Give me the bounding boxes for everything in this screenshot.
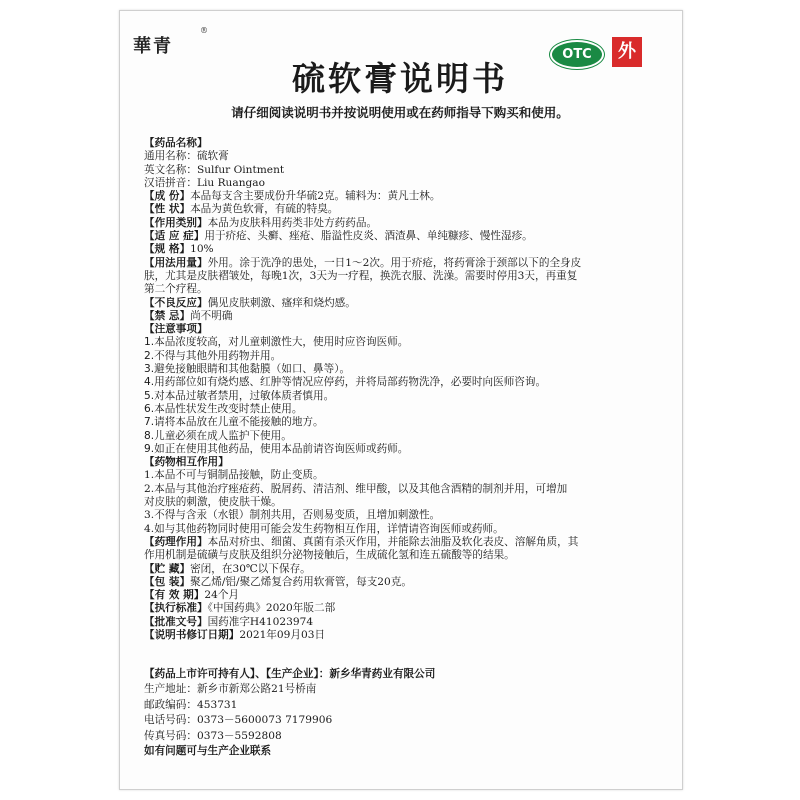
composition-text: 本品每支含主要成份升华硫2克。辅料为：黄凡士林。 bbox=[190, 190, 441, 203]
adverse-heading: 【不良反应】 bbox=[144, 296, 208, 309]
pharmacology-line-2: 作用机制是硫磺与皮肤及组织分泌物接触后，生成硫化氢和连五硫酸等的结果。 bbox=[144, 549, 515, 562]
mah-line: 【药品上市许可持有人】、【生产企业】：新乡华青药业有限公司 bbox=[144, 668, 436, 680]
approval-text: 国药准字H41023974 bbox=[207, 615, 314, 628]
package-row bbox=[144, 576, 664, 589]
interaction-line: 1.本品不可与铜制品接触，防止变质。 bbox=[144, 469, 324, 482]
properties-text: 本品为黄色软膏，有硫的特臭。 bbox=[190, 203, 339, 216]
standard-heading: 【执行标准】 bbox=[144, 602, 208, 615]
fax-line: 传真号码：0373－5592808 bbox=[144, 729, 282, 742]
adverse-text: 偶见皮肤刺激、瘙痒和烧灼感。 bbox=[207, 296, 356, 309]
leaflet-body bbox=[144, 137, 664, 642]
interaction-line: 3.不得与含汞（水银）制剂共用，否则易变质，且增加刺激性。 bbox=[144, 509, 441, 522]
otc-badge: OTC bbox=[550, 40, 604, 69]
generic-name: 通用名称：硫软膏 bbox=[144, 150, 229, 163]
contraindication-row bbox=[144, 310, 664, 323]
contraindication-heading: 【禁 忌】 bbox=[144, 309, 191, 322]
specification-text: 10% bbox=[190, 243, 214, 256]
interaction-line: 4.如与其他药物同时使用可能会发生药物相互作用，详情请咨询医师或药师。 bbox=[144, 522, 504, 535]
pinyin-name: 汉语拼音：Liu Ruangao bbox=[144, 176, 265, 189]
precaution-item: 4.用药部位如有烧灼感、红肿等情况应停药，并将局部药物洗净，必要时向医师咨询。 bbox=[144, 376, 547, 389]
precaution-item: 6.本品性状发生改变时禁止使用。 bbox=[144, 402, 303, 415]
phone-line: 电话号码：0373－5600073 7179906 bbox=[144, 714, 333, 727]
storage-heading: 【贮 藏】 bbox=[144, 562, 191, 575]
composition-row bbox=[144, 190, 664, 203]
precaution-item: 7.请将本品放在儿童不能接触的地方。 bbox=[144, 416, 324, 429]
address-line: 生产地址：新乡市新郑公路21号桥南 bbox=[144, 683, 317, 696]
interaction-line: 2.本品与其他治疗痤疮药、脱屑药、清洁剂、维甲酸，以及其他含酒精的制剂并用，可增加 bbox=[144, 482, 568, 495]
storage-text: 密闭，在30℃以下保存。 bbox=[190, 562, 311, 575]
approval-row bbox=[144, 616, 664, 629]
precaution-item: 5.对本品过敏者禁用，过敏体质者慎用。 bbox=[144, 389, 335, 402]
brand-logo: 華青 bbox=[133, 36, 173, 57]
revision-heading: 【说明书修订日期】 bbox=[144, 628, 240, 641]
validity-heading: 【有 效 期】 bbox=[144, 589, 205, 602]
validity-text: 24个月 bbox=[204, 589, 240, 602]
properties-row bbox=[144, 203, 664, 216]
composition-heading: 【成 份】 bbox=[144, 190, 191, 203]
dosage-line-2: 肤，尤其是皮肤褶皱处，每晚1次，3天为一疗程，换洗衣服、洗澡。需要时停用3天，再重复 bbox=[144, 269, 578, 282]
registered-mark: ® bbox=[200, 26, 208, 35]
interactions-heading: 【药物相互作用】 bbox=[144, 456, 229, 469]
specification-row bbox=[144, 243, 664, 256]
revision-text: 2021年09月03日 bbox=[239, 628, 326, 641]
english-name: 英文名称：Sulfur Ointment bbox=[144, 163, 285, 176]
adverse-row bbox=[144, 297, 664, 310]
category-heading: 【作用类别】 bbox=[144, 216, 208, 229]
dosage-line-3: 第二个疗程。 bbox=[144, 283, 208, 296]
manufacturer-info bbox=[144, 667, 664, 759]
dosage-row bbox=[144, 257, 664, 270]
precautions-heading: 【注意事项】 bbox=[144, 323, 208, 336]
storage-row bbox=[144, 563, 664, 576]
precaution-item: 2.不得与其他外用药物并用。 bbox=[144, 349, 282, 362]
properties-heading: 【性 状】 bbox=[144, 203, 191, 216]
category-text: 本品为皮肤科用药类非处方药药品。 bbox=[207, 216, 378, 229]
precaution-item: 8.儿童必须在成人监护下使用。 bbox=[144, 429, 292, 442]
standard-row bbox=[144, 602, 664, 615]
indications-heading: 【适 应 症】 bbox=[144, 230, 205, 243]
contact-note: 如有问题可与生产企业联系 bbox=[144, 745, 272, 758]
precaution-item: 9.如正在使用其他药品，使用本品前请咨询医师或药师。 bbox=[144, 442, 409, 455]
dosage-line-1: 外用。涂于洗净的患处，一日1～2次。用于疥疮，将药膏涂于颈部以下的全身皮 bbox=[207, 256, 582, 269]
contraindication-text: 尚不明确 bbox=[190, 309, 233, 322]
document-title: 硫软膏说明书 bbox=[292, 59, 508, 98]
external-use-badge: 外 bbox=[612, 37, 642, 67]
indications-text: 用于疥疮、头癣、痤疮、脂溢性皮炎、酒渣鼻、单纯糠疹、慢性湿疹。 bbox=[204, 230, 533, 243]
pharmacology-line-1: 本品对疥虫、细菌、真菌有杀灭作用，并能除去油脂及软化表皮、溶解角质，其 bbox=[207, 535, 579, 548]
dosage-heading: 【用法用量】 bbox=[144, 256, 208, 269]
validity-row bbox=[144, 589, 664, 602]
standard-text: 《中国药典》2020年版二部 bbox=[207, 602, 336, 615]
precaution-item: 1.本品浓度较高，对儿童刺激性大，使用时应咨询医师。 bbox=[144, 336, 409, 349]
package-text: 聚乙烯/铝/聚乙烯复合药用软膏管，每支20克。 bbox=[190, 575, 412, 588]
document-subtitle: 请仔细阅读说明书并按说明使用或在药师指导下购买和使用。 bbox=[231, 105, 569, 120]
postcode-line: 邮政编码：453731 bbox=[144, 698, 238, 711]
package-heading: 【包 装】 bbox=[144, 575, 191, 588]
drug-name-heading: 【药品名称】 bbox=[144, 137, 208, 149]
category-row bbox=[144, 217, 664, 230]
precaution-item: 3.避免接触眼睛和其他黏膜（如口、鼻等）。 bbox=[144, 363, 351, 376]
revision-row bbox=[144, 629, 664, 642]
approval-heading: 【批准文号】 bbox=[144, 615, 208, 628]
pharmacology-heading: 【药理作用】 bbox=[144, 535, 208, 548]
interaction-line: 对皮肤的刺激，使皮肤干燥。 bbox=[144, 496, 282, 509]
indications-row bbox=[144, 230, 664, 243]
pharmacology-row bbox=[144, 536, 664, 549]
specification-heading: 【规 格】 bbox=[144, 243, 191, 256]
